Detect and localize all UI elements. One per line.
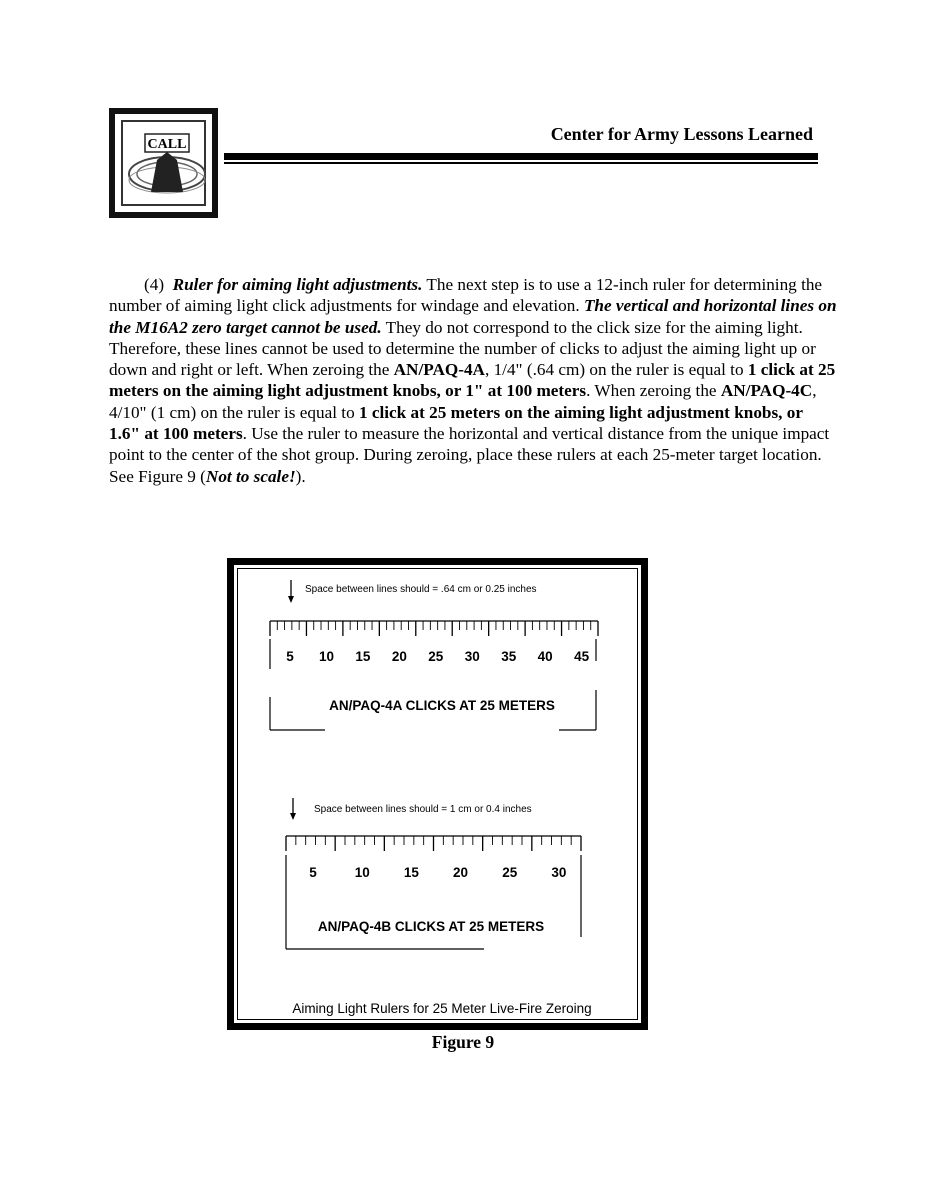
ruler-b-label: 20	[453, 865, 469, 880]
text-run: , 1/4" (.64 cm) on the ruler is equal to	[484, 360, 748, 380]
ruler-b-ticks	[286, 836, 581, 880]
ruler-a-note: Space between lines should = .64 cm or 0.25 inches	[305, 584, 537, 595]
paragraph-heading: Ruler for aiming light adjustments.	[172, 275, 423, 294]
ruler-a-label: 30	[464, 649, 480, 664]
ruler-a-label: 25	[428, 649, 444, 664]
device-name: AN/PAQ-4A	[393, 360, 485, 380]
down-arrow-icon	[288, 580, 294, 603]
ruler-a	[270, 580, 598, 730]
header-rule-thin	[224, 162, 818, 164]
ruler-a-title: AN/PAQ-4A CLICKS AT 25 METERS	[329, 698, 555, 713]
ruler-a-label: 45	[574, 649, 590, 664]
ruler-b-label: 5	[309, 865, 317, 880]
ruler-a-label: 5	[286, 649, 294, 664]
body-paragraph	[109, 274, 837, 487]
ruler-a-label: 10	[318, 649, 335, 664]
down-arrow-icon	[290, 798, 296, 820]
call-logo	[109, 108, 218, 218]
figure-frame	[227, 558, 648, 1030]
figure-caption: Figure 9	[431, 1032, 495, 1052]
paragraph-text	[109, 274, 837, 487]
ruler-b	[286, 798, 581, 949]
ruler-a-label: 20	[391, 649, 407, 664]
not-to-scale-text: Not to scale!	[205, 466, 296, 486]
ruler-b-note: Space between lines should = 1 cm or 0.4 inches	[314, 804, 532, 815]
ruler-b-title: AN/PAQ-4B CLICKS AT 25 METERS	[317, 919, 545, 934]
ruler-b-label: 15	[403, 865, 419, 880]
ruler-a-label: 35	[501, 649, 517, 664]
header-rule	[224, 153, 818, 160]
device-name: AN/PAQ-4C	[720, 381, 813, 401]
ruler-a-label: 40	[537, 649, 553, 664]
header-title: Center for Army Lessons Learned	[550, 124, 813, 144]
text-run: ).	[295, 466, 306, 486]
figure-inner-caption: Aiming Light Rulers for 25 Meter Live-Fire Zeroing	[292, 1001, 592, 1016]
ruler-b-label: 30	[551, 865, 567, 880]
ruler-b-label: 25	[502, 865, 518, 880]
bold-text: 1 click at 25 meters on the aiming light adjustment knobs, or 1.6" at 100 meters	[109, 402, 803, 444]
logo-inner-border	[121, 120, 206, 206]
paragraph-number: (4)	[144, 275, 165, 294]
ruler-figure	[234, 565, 641, 1023]
text-run: The next step is to use a 12-inch ruler for determining the number of aiming light click adjustments for windage and elevation.	[109, 275, 823, 316]
text-run: They do not correspond to the click size for the aiming light. Therefore, these lines cannot be used to determine the number of clicks to adjust the aiming light up or down and right or left. When zeroing the	[109, 317, 816, 380]
bold-text: 1 click at 25 meters on the aiming light adjustment knobs, or 1" at 100 meters	[109, 360, 836, 401]
ruler-b-label: 10	[354, 865, 370, 880]
emphasis-text: The vertical and horizontal lines on the M16A2 zero target cannot be used.	[109, 296, 837, 337]
text-run: . Use the ruler to measure the horizontal and vertical distance from the unique impact point to the center of the shot group. During zeroing, place these rulers at each 25-meter target location. See Figure 9 (	[109, 424, 830, 486]
logo-text: CALL	[147, 137, 187, 152]
ruler-a-ticks	[270, 621, 598, 664]
ruler-a-label: 15	[355, 649, 371, 664]
call-emblem-icon	[123, 122, 212, 212]
text-run: , 4/10" (1 cm) on the ruler is equal to	[109, 381, 817, 422]
text-run: . When zeroing the	[586, 381, 721, 401]
